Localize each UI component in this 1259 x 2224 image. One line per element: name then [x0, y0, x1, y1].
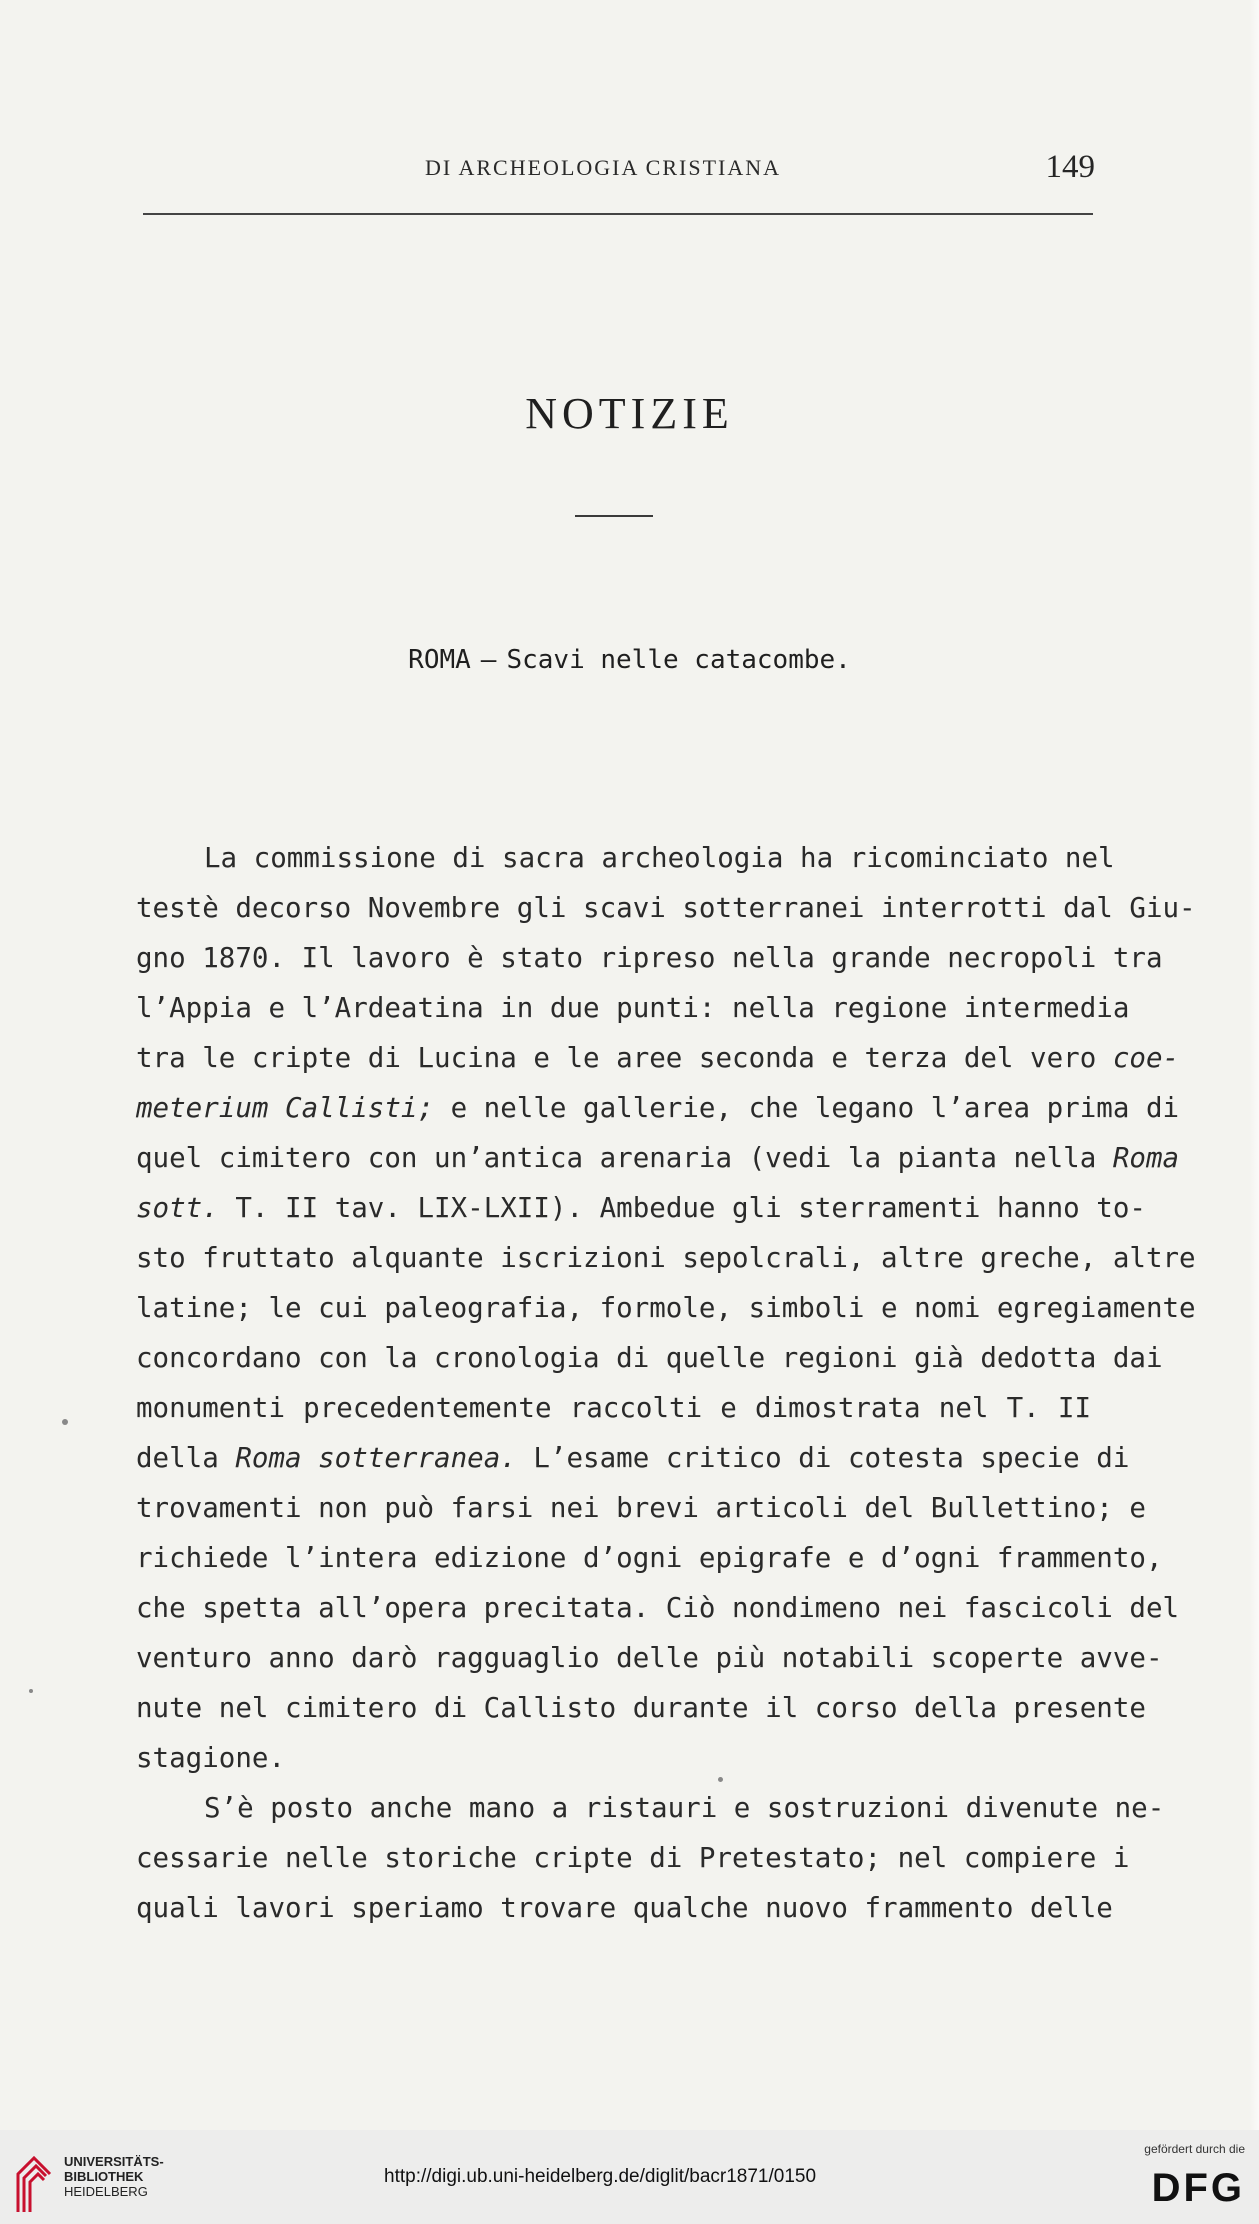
text-line — [136, 1633, 1163, 1683]
text-segment: testè decorso Novembre gli scavi sotterranei interrotti dal Giu- — [136, 892, 1196, 924]
scan-speck — [718, 1777, 723, 1782]
library-name-line: BIBLIOTHEK — [64, 2169, 144, 2184]
text-segment: nute nel cimitero di Callisto durante il corso della presente — [136, 1692, 1146, 1724]
text-segment: quali lavori speriamo trovare qualche nuovo frammento delle — [136, 1892, 1113, 1924]
library-name-line: HEIDELBERG — [64, 2184, 148, 2199]
text-segment: cessarie nelle storiche cripte di Pretestato; nel compiere i — [136, 1842, 1130, 1874]
body-text — [136, 833, 1196, 1933]
text-line — [136, 1533, 1163, 1583]
text-segment: concordano con la cronologia di quelle regioni già dedotta dai — [136, 1342, 1163, 1374]
text-segment: gno 1870. Il lavoro è stato ripreso nella grande necropoli tra — [136, 942, 1163, 974]
title-rule — [575, 515, 653, 517]
text-segment: latine; le cui paleografia, formole, simboli e nomi egregiamente — [136, 1292, 1196, 1324]
text-line — [136, 983, 1130, 1033]
text-segment: sto fruttato alquante iscrizioni sepolcrali, altre greche, altre — [136, 1242, 1196, 1274]
text-line — [136, 833, 1115, 883]
text-line — [136, 1483, 1146, 1533]
dfg-logo: DFG — [1151, 2166, 1245, 2210]
text-segment: venturo anno darò ragguaglio delle più notabili scoperte avve- — [136, 1642, 1163, 1674]
text-segment: che spetta all’opera precitata. Ciò nondimeno nei fascicoli del — [136, 1592, 1180, 1624]
italic-text: Roma — [1112, 1142, 1180, 1174]
text-line — [136, 1133, 1180, 1183]
funding-note: gefördert durch die — [1144, 2142, 1245, 2156]
text-line — [136, 1283, 1196, 1333]
text-segment: tra le cripte di Lucina e le aree seconda e terza del vero — [136, 1042, 1113, 1074]
text-segment: T. II tav. LIX-LXII). Ambedue gli sterramenti hanno to- — [218, 1192, 1146, 1224]
italic-text: sott. — [136, 1192, 219, 1224]
text-line — [136, 1083, 1180, 1133]
text-segment: quel cimitero con un’antica arenaria (vedi la pianta nella — [136, 1142, 1113, 1174]
text-line — [136, 1433, 1130, 1483]
running-head — [140, 149, 1095, 199]
university-library-logo-icon — [14, 2152, 54, 2214]
running-head-title: DI ARCHEOLOGIA CRISTIANA — [425, 155, 781, 180]
text-segment: La commissione di sacra archeologia ha ricominciato nel — [204, 842, 1115, 874]
scan-speck — [62, 1419, 68, 1425]
text-line — [136, 1033, 1180, 1083]
subheading — [0, 645, 1259, 675]
text-segment: stagione. — [136, 1742, 286, 1774]
text-segment: trovamenti non può farsi nei brevi articoli del Bullettino; e — [136, 1492, 1146, 1524]
subheading-separator: — — [480, 645, 497, 675]
footer-bar — [0, 2130, 1259, 2224]
text-line — [136, 1683, 1146, 1733]
text-segment: richiede l’intera edizione d’ogni epigrafe e d’ogni frammento, — [136, 1542, 1163, 1574]
text-segment: della — [136, 1442, 236, 1474]
library-name-line: UNIVERSITÄTS- — [64, 2154, 164, 2169]
subheading-place: ROMA — [408, 645, 471, 675]
header-rule — [143, 213, 1093, 215]
section-title: NOTIZIE — [525, 389, 734, 438]
text-line — [136, 883, 1196, 933]
italic-text: Roma sotterranea. — [235, 1442, 517, 1474]
text-line — [136, 1583, 1180, 1633]
italic-text: meterium Callisti; — [136, 1092, 435, 1124]
text-line — [136, 1833, 1130, 1883]
digitization-url-link[interactable]: http://digi.ub.uni-heidelberg.de/diglit/bacr1871/0150 — [384, 2166, 817, 2187]
text-line — [136, 1783, 1165, 1833]
text-line — [136, 933, 1163, 983]
text-segment: L’esame critico di cotesta specie di — [516, 1442, 1130, 1474]
library-name — [64, 2154, 164, 2199]
text-line — [136, 1183, 1146, 1233]
page-number: 149 — [1045, 149, 1095, 185]
text-segment: l’Appia e l’Ardeatina in due punti: nella regione intermedia — [136, 992, 1130, 1024]
text-segment: S’è posto anche mano a ristauri e sostruzioni divenute ne- — [204, 1792, 1165, 1824]
text-line — [136, 1883, 1113, 1933]
text-segment: monumenti precedentemente raccolti e dimostrata nel T. II — [136, 1392, 1091, 1424]
text-line — [136, 1233, 1196, 1283]
text-line — [136, 1383, 1091, 1433]
text-line — [136, 1733, 1091, 1783]
text-line — [136, 1333, 1163, 1383]
text-segment: e nelle gallerie, che legano l’area prima di — [434, 1092, 1180, 1124]
italic-text: coe- — [1112, 1042, 1180, 1074]
subheading-topic: Scavi nelle catacombe. — [506, 645, 851, 675]
scan-speck — [29, 1689, 33, 1693]
